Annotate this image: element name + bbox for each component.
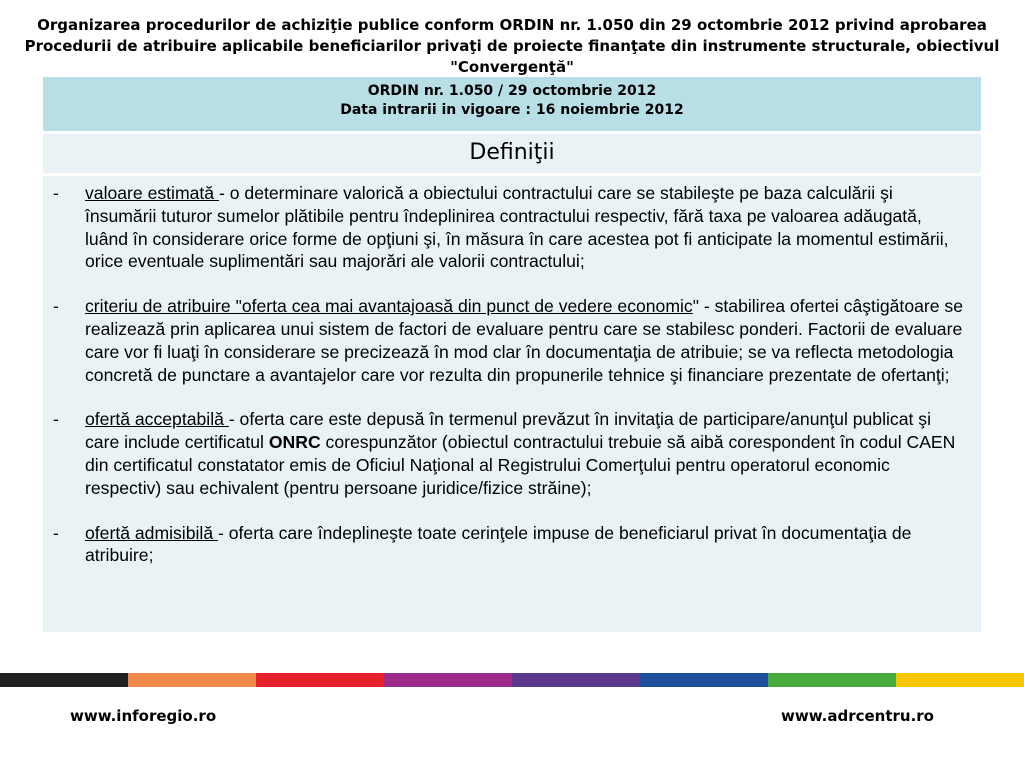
definitions-list bbox=[43, 176, 981, 567]
bullet-dash: - bbox=[53, 522, 59, 543]
footer-link-inforegio[interactable]: www.inforegio.ro bbox=[70, 707, 217, 725]
definition-text: - o determinare valorică a obiectului contractului care se stabileşte pe baza calculării şi însumării tuturor sumelor plătibile pentru îndeplinirea contractului respectiv, fără taxa pe valoarea adăugată, luând în considerare orice forme de opţiuni şi, în măsura în care acestea pot fi anticipate la momentul estimării, orice eventuale suplimentări sau majorări ale valorii contractului; bbox=[85, 183, 949, 272]
list-item bbox=[53, 522, 965, 568]
bullet-dash: - bbox=[53, 296, 59, 317]
definition-term: ofertă acceptabilă bbox=[85, 409, 229, 430]
bullet-dash: - bbox=[53, 409, 59, 430]
definition-term: ofertă admisibilă bbox=[85, 522, 218, 543]
color-stripe bbox=[896, 673, 1024, 687]
definition-term: valoare estimată bbox=[85, 183, 219, 203]
list-item bbox=[53, 182, 965, 273]
definition-bold-text: ONRC bbox=[268, 432, 321, 453]
color-stripe bbox=[768, 673, 896, 687]
definition-text: - oferta care îndeplineşte toate cerinţele impuse de beneficiarul privat în documentaţia de atribuire; bbox=[85, 522, 912, 566]
section-title: Definiţii bbox=[43, 134, 981, 176]
order-effective-date: Data intrarii in vigoare : 16 noiembrie 2012 bbox=[340, 102, 684, 118]
color-stripe bbox=[256, 673, 384, 687]
list-item bbox=[53, 408, 965, 499]
color-stripe bbox=[512, 673, 640, 687]
definition-text: - oferta care este depusă în termenul prevăzut în invitaţia de participare/anunţul publicat şi care include certificatul bbox=[85, 409, 931, 453]
list-item bbox=[53, 295, 965, 386]
content-panel bbox=[43, 77, 981, 632]
definition-term: criteriu de atribuire "oferta cea mai avantajoasă din punct de vedere economic bbox=[85, 296, 693, 317]
bullet-dash: - bbox=[53, 183, 59, 203]
color-stripe bbox=[640, 673, 768, 687]
color-stripe bbox=[0, 673, 128, 687]
color-stripe bbox=[384, 673, 512, 687]
order-header bbox=[43, 77, 981, 134]
definition-text: " - stabilirea ofertei câştigătoare se realizează prin aplicarea unui sistem de factori de evaluare pentru care se stabilesc ponderi. Factorii de evaluare care vor fi luaţi în considerare se precizează în mod clar în documentaţia de atribuie; se va reflecta metodologia concretă de punctare a avantajelor care vor rezulta din propunerile tehnice şi financiare prezentate de ofertanţi; bbox=[85, 296, 963, 385]
color-stripe bbox=[128, 673, 256, 687]
definition-text-continued: corespunzător (obiectul contractului trebuie să aibă corespondent în codul CAEN din certificatul constatator emis de Oficiul Naţional al Registrului Comerţului pentru operatorul economic respectiv) sau echivalent (pentru persoane juridice/fizice străine); bbox=[85, 432, 956, 498]
slide-title: Organizarea procedurilor de achiziţie publice conform ORDIN nr. 1.050 din 29 octombrie 2012 privind aprobarea Procedurii de atribuire aplicabile beneficiarilor privaţi de proiecte finanţate din instrumente structurale, obiectivul "Convergenţă" bbox=[24, 16, 1000, 76]
color-stripe-bar bbox=[0, 673, 1024, 687]
footer-link-adrcentru[interactable]: www.adrcentru.ro bbox=[781, 707, 934, 725]
order-number: ORDIN nr. 1.050 / 29 octombrie 2012 bbox=[367, 83, 657, 99]
